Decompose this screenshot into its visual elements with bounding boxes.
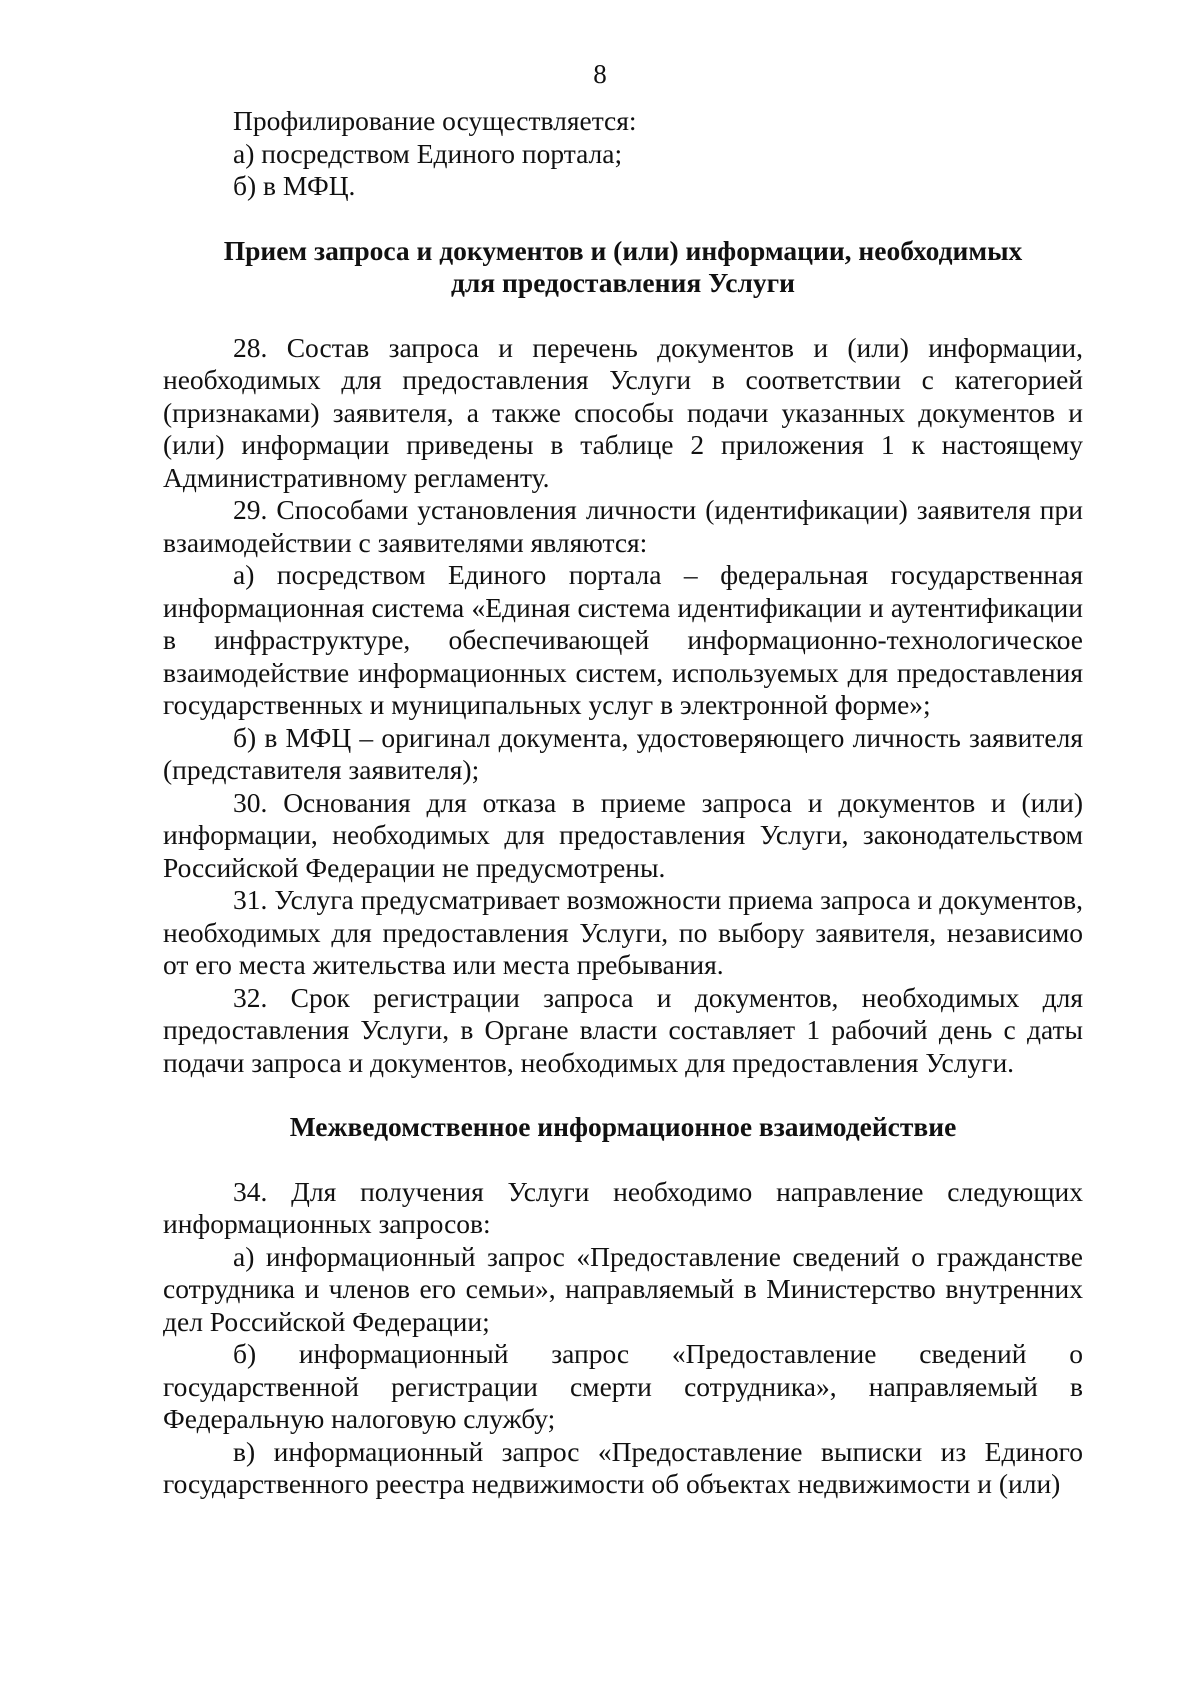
paragraph-31: 31. Услуга предусматривает возможности приема запроса и документов, необходимых для предоставления Услуги, по выбору заявителя, независимо от его места жительства или места пребывания. — [163, 884, 1083, 980]
section-heading-reception — [163, 235, 1083, 300]
paragraph-28: 28. Состав запроса и перечень документов и (или) информации, необходимых для предоставления Услуги в соответствии с категорией (признаками) заявителя, а также способы подачи указанных документов и (или) информации приведены в таблице 2 приложения 1 к настоящему Административному регламенту. — [163, 331, 1083, 493]
profiling-lead: Профилирование осуществляется: — [233, 105, 637, 136]
profiling-item-b: б) в МФЦ. — [233, 170, 356, 201]
paragraph-29-a: а) посредством Единого портала – федеральная государственная информационная система «Единая система идентификации и аутентификации в инфраструктуре, обеспечивающей информационно-технологическое взаимодействие информационных систем, используемых для предоставления государственных и муниципальных услуг в электронной форме»; — [163, 559, 1083, 720]
paragraph-34-a: а) информационный запрос «Предоставление сведений о гражданстве сотрудника и членов его семьи», направляемый в Министерство внутренних дел Российской Федерации; — [163, 1240, 1083, 1337]
document-body — [163, 105, 1083, 1501]
paragraph-32: 32. Срок регистрации запроса и документов, необходимых для предоставления Услуги, в Органе власти составляет 1 рабочий день с даты подачи запроса и документов, необходимых для предоставления Услуги. — [163, 981, 1083, 1078]
paragraph-34: 34. Для получения Услуги необходимо направление следующих информационных запросов: — [163, 1175, 1083, 1239]
paragraph-34-b: б) информационный запрос «Предоставление сведений о государственной регистрации смерти сотрудника», направляемый в Федеральную налоговую службу; — [163, 1338, 1083, 1434]
section-heading-reception-line2: для предоставления Услуги — [450, 267, 796, 298]
paragraph-34-c: в) информационный запрос «Предоставление выписки из Единого государственного реестра недвижимости об объектах недвижимости и (или) — [163, 1435, 1083, 1499]
paragraph-29: 29. Способами установления личности (идентификации) заявителя при взаимодействии с заявителями являются: — [163, 494, 1083, 558]
profiling-item-a: а) посредством Единого портала; — [233, 137, 623, 169]
page-number: 8 — [593, 59, 607, 89]
paragraph-30: 30. Основания для отказа в приеме запроса и документов и (или) информации, необходимых для предоставления Услуги, законодательством Российской Федерации не предусмотрены. — [163, 786, 1083, 883]
section-heading-reception-line1: Прием запроса и документов и (или) информации, необходимых — [223, 234, 1023, 266]
paragraph-29-b: б) в МФЦ – оригинал документа, удостоверяющего личность заявителя (представителя заявителя); — [163, 721, 1083, 785]
section-heading-interagency: Межведомственное информационное взаимодействие — [289, 1111, 957, 1142]
